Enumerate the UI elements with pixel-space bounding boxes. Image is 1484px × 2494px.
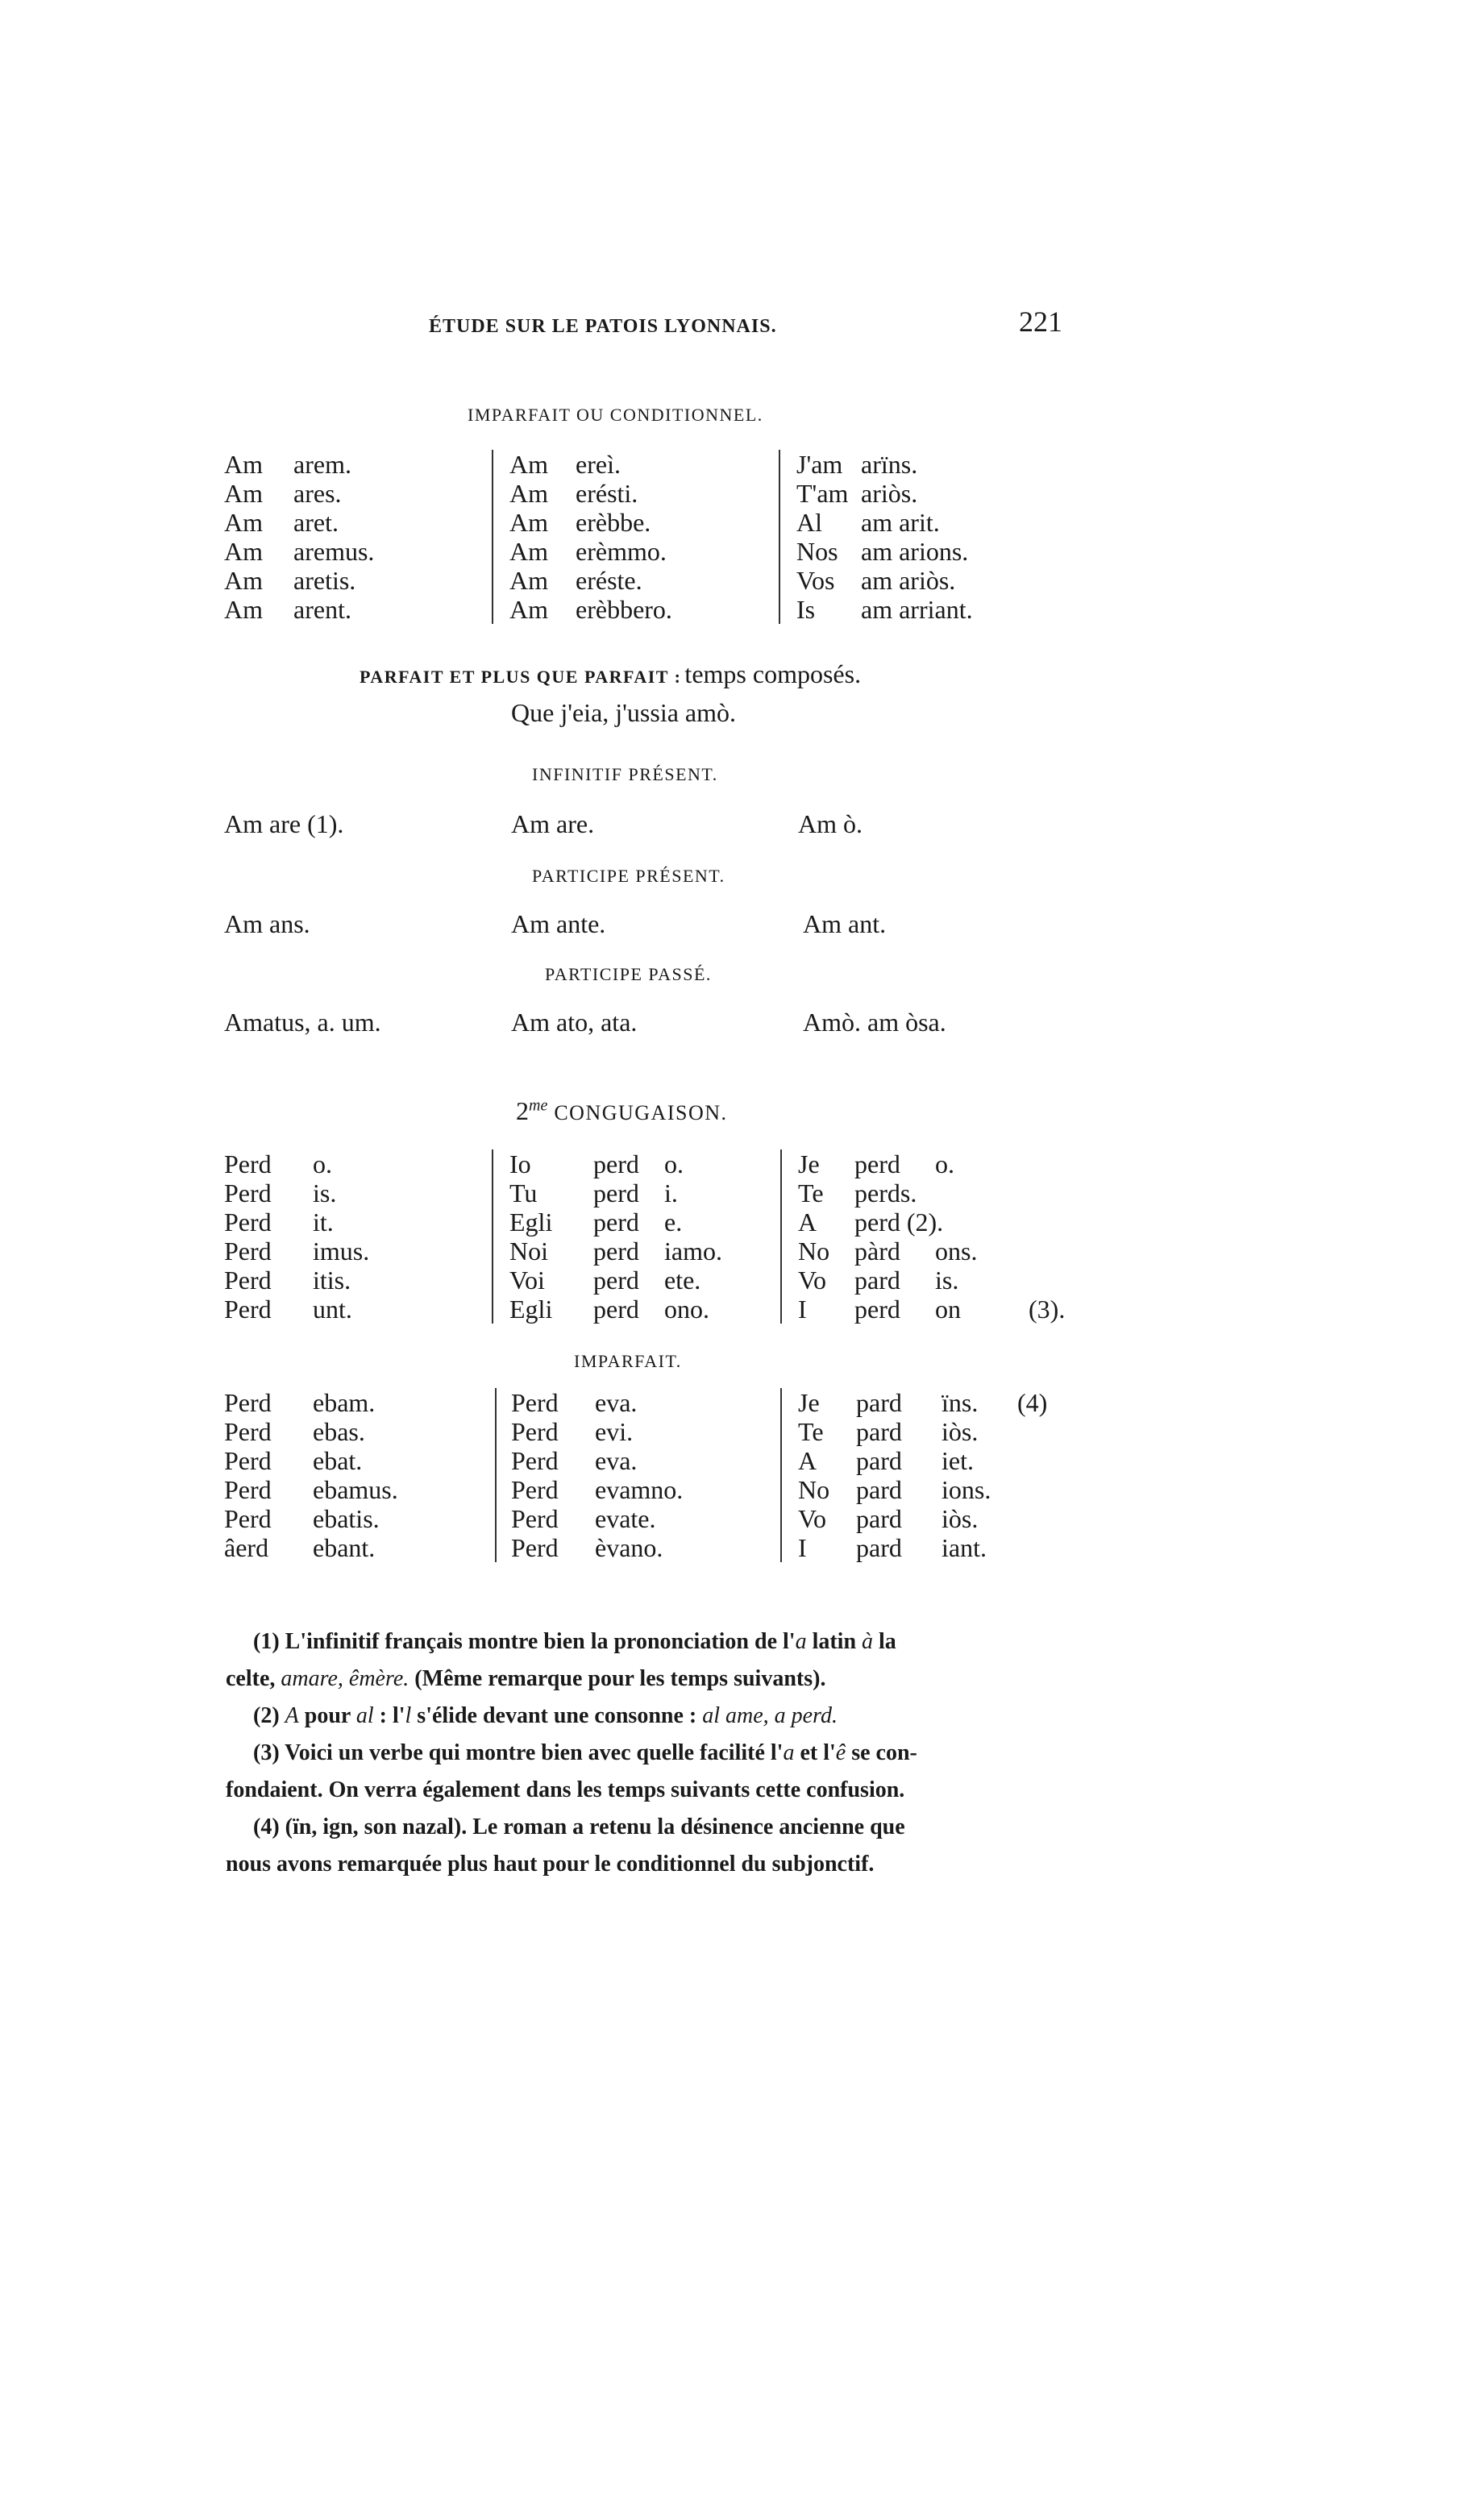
conjugation-word: eva. [595,1446,638,1475]
section-heading-conjugation-2 [516,1096,728,1126]
conjugation-word: Am [224,595,263,624]
conjugation-word: ete. [664,1266,701,1295]
italian-form [509,1149,722,1178]
conjugation-word: ons. [935,1237,978,1266]
italian-form [509,1295,722,1324]
latin-form [224,537,374,566]
conjugation-word: Perd [511,1475,559,1504]
section-heading-imparfait-conditionnel: IMPARFAIT OU CONDITIONNEL. [468,405,763,425]
conjugation-word: Te [798,1417,824,1446]
present2-column-latin [224,1149,369,1324]
conjugation-heading: CONGUGAISON. [554,1101,728,1124]
patois-form [798,1178,977,1208]
italian-form [511,1446,683,1475]
conjugation-word: o. [935,1149,954,1178]
conjugation-word: perd [854,1149,900,1178]
conjugation-word: arem. [293,450,351,479]
conjugation-word: arïns. [861,450,918,479]
conjugation-word: pard [856,1475,902,1504]
conjugation-word: Am [224,450,263,479]
conjugation-word: T'am [796,479,849,508]
conjugation-word: Perd [224,1475,272,1504]
participe-present-patois: Am ant. [803,909,887,938]
conjugation-word: J'am [796,450,843,479]
latin-form [224,1446,398,1475]
conjugation-word: ebat. [313,1446,363,1475]
italian-form [511,1388,683,1417]
section-heading-infinitif: INFINITIF PRÉSENT. [532,764,718,784]
imparfait2-column-italian [495,1388,683,1562]
latin-form [224,1504,398,1533]
conjugation-word: perd [593,1208,639,1237]
conjugation-word: perd [593,1266,639,1295]
conjugation-word: ereì. [576,450,621,479]
conjugation-word: Am [509,566,548,595]
latin-form [224,1237,369,1266]
footnote-ref-4: (4) [1017,1388,1048,1417]
conjugation-word: ariòs. [861,479,918,508]
infinitif-italian: Am are. [511,809,595,838]
conjugation-word: Perd [224,1237,272,1266]
conjugation-word: o. [664,1149,684,1178]
infinitif-patois: Am ò. [798,809,863,838]
latin-form [224,1178,369,1208]
conjugation-word: iòs. [942,1417,979,1446]
italian-form [509,1266,722,1295]
parfait-text: temps composés. [684,659,862,688]
conjugation-word: Am [509,479,548,508]
conjugation-word: Je [798,1149,820,1178]
conjugation-word: Am [224,566,263,595]
conjugation-word: Is [796,595,816,624]
conjugation-word: itis. [313,1266,351,1295]
conjugation-word: pard [856,1504,902,1533]
conjugation-word: Am [224,537,263,566]
imparfait2-column-patois [780,1388,991,1562]
conjugation-word: Perd [511,1388,559,1417]
footnotes [226,1623,1080,1883]
footnote-1: (1) L'infinitif français montre bien la prononciation de l'a latin à la celte, amare, êmère. (Même remarque pour les temps suivants). [226,1629,896,1691]
conjugation-word: pard [856,1446,902,1475]
italian-form [511,1475,683,1504]
conjugation-word: o. [313,1149,332,1178]
conjugation-word: erèbbe. [576,508,651,537]
conjugation-word: pard [856,1533,902,1562]
conjugation-word: arent. [293,595,351,624]
conjugation-word: erèmmo. [576,537,667,566]
latin-form [224,1475,398,1504]
conjugation-word: Perd [224,1295,272,1324]
conjugation-word: perd [593,1178,639,1208]
conjugation-word: Perd [511,1417,559,1446]
conjugation-word: aretis. [293,566,356,595]
conjugation-word: erèbbero. [576,595,672,624]
running-title: ÉTUDE SUR LE PATOIS LYONNAIS. [429,316,777,337]
parfait-line2: Que j'eia, j'ussia amò. [511,698,737,727]
participe-passe-latin: Amatus, a. um. [224,1008,381,1037]
latin-form [224,1295,369,1324]
conjugation-word: èvano. [595,1533,663,1562]
conjugation-word: Am [509,508,548,537]
page-number: 221 [1019,306,1062,338]
conjugation-word: eréste. [576,566,642,595]
section-heading-participe-present: PARTICIPE PRÉSENT. [532,866,725,886]
conjugation-word: Am [509,537,548,566]
conjugation-word: iamo. [664,1237,722,1266]
conjugation-word: ares. [293,479,342,508]
conjugation-word: Perd [224,1504,272,1533]
conjugation-word: am arions. [861,537,969,566]
conjugation-word: evate. [595,1504,656,1533]
patois-form [798,1237,977,1266]
conjugation-word: i. [664,1178,678,1208]
italian-form [509,450,672,479]
conjugation-word: erésti. [576,479,638,508]
patois-form [798,1208,977,1237]
conjugation-word: ebatis. [313,1504,380,1533]
footnote-4: (4) (ïn, ign, son nazal). Le roman a retenu la désinence ancienne que nous avons remarquée plus haut pour le conditionnel du subjonctif. [226,1814,905,1877]
conjugation-word: Perd [224,1178,272,1208]
italian-form [509,595,672,624]
conjugation-word: Tu [509,1178,538,1208]
conjugation-word: Perd [511,1504,559,1533]
infinitif-latin: Am are (1). [224,809,344,838]
patois-form [796,479,973,508]
conjugation-word: I [798,1533,807,1562]
section-heading-participe-passe: PARTICIPE PASSÉ. [545,964,712,984]
italian-form [511,1533,683,1562]
conjugation-word: unt. [313,1295,352,1324]
conjugation-word: evamno. [595,1475,684,1504]
latin-form [224,450,374,479]
italian-form [509,1237,722,1266]
conjugation-word: pàrd [854,1237,900,1266]
conjugation-word: No [798,1475,830,1504]
conjugation-word: e. [664,1208,683,1237]
present2-column-patois [780,1149,977,1324]
conjugation-word: eva. [595,1388,638,1417]
conjugation-word: pard [854,1266,900,1295]
conjugation-word: Am [509,450,548,479]
conjugation-word: Perd [224,1208,272,1237]
conjugation-word: it. [313,1208,334,1237]
conjugation-word: Am [224,508,263,537]
conjugation-word: Perd [224,1446,272,1475]
latin-form [224,1208,369,1237]
patois-form [798,1295,977,1324]
latin-form [224,595,374,624]
patois-form [798,1388,991,1417]
italian-form [509,1208,722,1237]
conjugation-word: is. [935,1266,959,1295]
conjugation-word: Te [798,1178,824,1208]
conjugation-word: am arriant. [861,595,973,624]
conjugation-word: Noi [509,1237,548,1266]
column-latin [224,450,374,624]
participe-passe-italian: Am ato, ata. [511,1008,638,1037]
conjugation-word: imus. [313,1237,370,1266]
italian-form [511,1504,683,1533]
conjugation-word: ebas. [313,1417,365,1446]
conjugation-word: Voi [509,1266,545,1295]
parfait-label: PARFAIT ET PLUS QUE PARFAIT : [360,667,682,687]
conjugation-word: on [935,1295,961,1324]
conjugation-word: am arit. [861,508,940,537]
section-heading-imparfait: IMPARFAIT. [574,1351,682,1371]
footnote-2: (2) A pour al : l'l s'élide devant une consonne : al ame, a perd. [253,1703,838,1728]
italian-form [511,1417,683,1446]
conjugation-word: ebamus. [313,1475,398,1504]
conjugation-word: is. [313,1178,337,1208]
conjugation-word: aret. [293,508,339,537]
latin-form [224,566,374,595]
conjugation-superscript: me [529,1096,548,1115]
patois-form [796,566,973,595]
conjugation-word: ïns. [942,1388,979,1417]
conjugation-word: I [798,1295,807,1324]
italian-form [509,566,672,595]
italian-form [509,1178,722,1208]
patois-form [796,537,973,566]
italian-form [509,508,672,537]
patois-form [796,595,973,624]
parfait-line [360,659,861,689]
conjugation-word: perd [854,1295,900,1324]
conjugation-word: Je [798,1388,820,1417]
conjugation-word: Perd [511,1533,559,1562]
latin-form [224,1388,398,1417]
footnote-ref-3: (3). [1029,1295,1066,1324]
conjugation-word: Perd [224,1417,272,1446]
conjugation-word: perd [593,1295,639,1324]
italian-form [509,479,672,508]
patois-form [798,1266,977,1295]
conjugation-word: pard [856,1417,902,1446]
column-italian [492,450,672,624]
conjugation-word: Perd [224,1266,272,1295]
conjugation-word: âerd [224,1533,269,1562]
conjugation-word: iet. [942,1446,974,1475]
conjugation-word: am ariòs. [861,566,956,595]
patois-form [796,508,973,537]
conjugation-word: Perd [224,1149,272,1178]
latin-form [224,1266,369,1295]
conjugation-word: ebam. [313,1388,376,1417]
latin-form [224,479,374,508]
conjugation-word: evi. [595,1417,634,1446]
conjugation-word: No [798,1237,830,1266]
latin-form [224,1149,369,1178]
patois-form [798,1446,991,1475]
conjugation-word: ono. [664,1295,709,1324]
patois-form [796,450,973,479]
conjugation-word: Perd [511,1446,559,1475]
conjugation-word: iòs. [942,1504,979,1533]
conjugation-word: perd [593,1149,639,1178]
italian-form [509,537,672,566]
conjugation-word: perds. [854,1178,917,1208]
latin-form [224,1533,398,1562]
conjugation-word: Io [509,1149,531,1178]
footnote-3: (3) Voici un verbe qui montre bien avec quelle facilité l'a et l'ê se con- fondaient. On verra également dans les temps suivants cette confusion. [226,1740,917,1802]
latin-form [224,508,374,537]
patois-form [798,1504,991,1533]
conjugation-word: Vos [796,566,835,595]
conjugation-word: Vo [798,1266,826,1295]
conjugation-word: iant. [942,1533,987,1562]
patois-form [798,1533,991,1562]
patois-form [798,1475,991,1504]
conjugation-number: 2 [516,1096,529,1125]
conjugation-word: Nos [796,537,838,566]
participe-present-italian: Am ante. [511,909,606,938]
conjugation-word: Vo [798,1504,826,1533]
patois-form [798,1417,991,1446]
conjugation-word: Egli [509,1295,553,1324]
conjugation-word: ions. [942,1475,991,1504]
conjugation-word: Perd [224,1388,272,1417]
conjugation-word: aremus. [293,537,375,566]
column-patois [779,450,973,624]
latin-form [224,1417,398,1446]
present2-column-italian [492,1149,722,1324]
conjugation-word: pard [856,1388,902,1417]
conjugation-word: A [798,1446,817,1475]
participe-present-latin: Am ans. [224,909,310,938]
conjugation-word: A [798,1208,817,1237]
conjugation-word: ebant. [313,1533,376,1562]
conjugation-word: Am [509,595,548,624]
participe-passe-patois: Amò. am òsa. [803,1008,946,1037]
conjugation-word: Egli [509,1208,553,1237]
conjugation-word: Al [796,508,822,537]
conjugation-word: Am [224,479,263,508]
patois-form [798,1149,977,1178]
conjugation-word: perd (2). [854,1208,944,1237]
imparfait2-column-latin [224,1388,398,1562]
conjugation-word: perd [593,1237,639,1266]
